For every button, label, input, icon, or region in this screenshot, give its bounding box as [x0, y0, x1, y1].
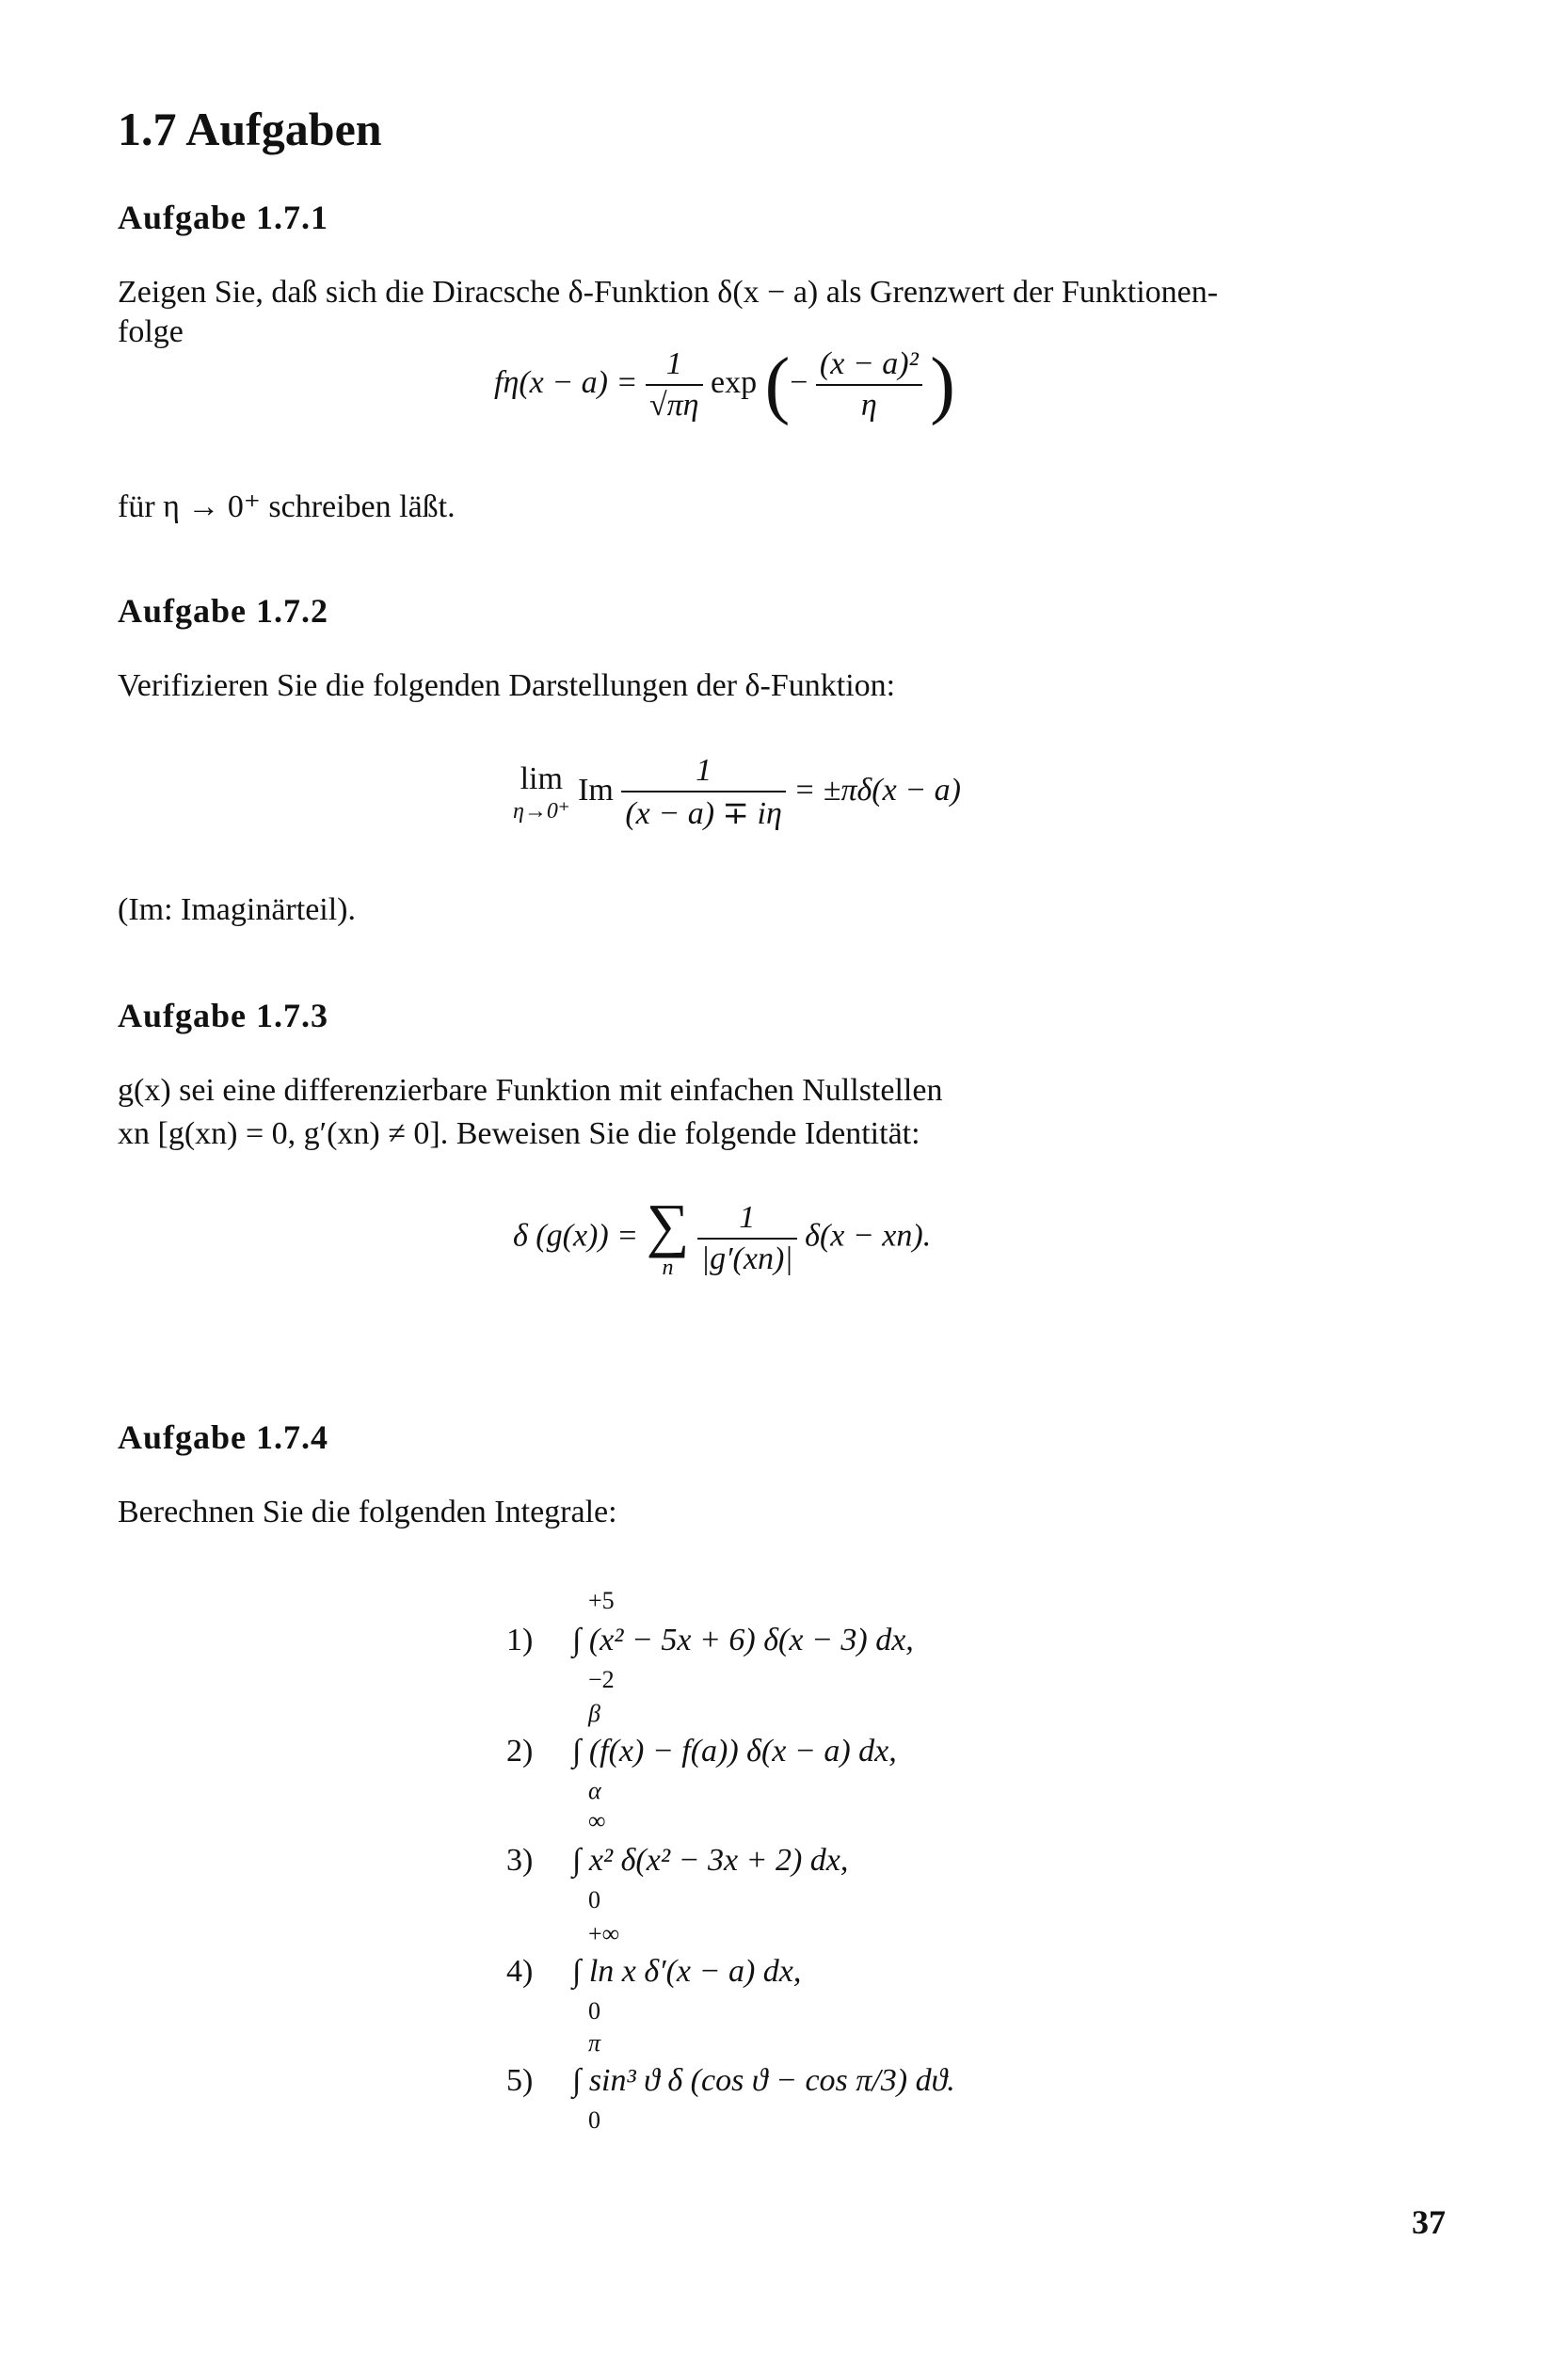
a3-frac-num: 1 [697, 1200, 797, 1240]
integral-1-lower: −2 [588, 1666, 615, 1693]
integral-2-upper: β [588, 1700, 600, 1727]
integral-4 [506, 1954, 801, 1990]
a2-formula [513, 753, 961, 832]
integral-5 [506, 2063, 955, 2099]
a1-exp: exp [711, 364, 758, 400]
a3-frac-den: |g′(xn)| [700, 1241, 793, 1276]
integral-4-lower: 0 [588, 1997, 600, 2025]
a2-text: Verifizieren Sie die folgenden Darstellungen der δ-Funktion: [118, 668, 896, 703]
integral-2-expr: ∫ (f(x) − f(a)) δ(x − a) dx, [572, 1734, 897, 1769]
integral-1-number: 1) [506, 1623, 534, 1657]
section-title: 1.7 Aufgaben [118, 103, 382, 155]
a2-frac-num: 1 [621, 753, 785, 792]
integral-5-upper: π [588, 2029, 601, 2057]
a1-frac-num: 1 [646, 346, 703, 386]
a2-note: (Im: Imaginärteil). [118, 892, 357, 927]
a3-formula [513, 1192, 932, 1281]
a1-text-after: für η → 0⁺ schreiben läßt. [118, 489, 456, 524]
integral-2-lower: α [588, 1777, 601, 1804]
integral-4-upper: +∞ [588, 1920, 620, 1947]
a1-text-line2: folge [118, 314, 184, 349]
heading-aufgabe-1-7-4: Aufgabe 1.7.4 [118, 1418, 329, 1456]
a3-rhs: δ(x − xn). [805, 1218, 932, 1254]
a1-inner-den: η [860, 388, 877, 423]
integral-4-number: 4) [506, 1954, 534, 1989]
a1-frac-den: √πη [648, 388, 699, 423]
a2-frac-den: (x − a) ∓ iη [625, 796, 782, 831]
integral-1-upper: +5 [588, 1587, 615, 1614]
a3-sum-sub: n [662, 1256, 674, 1280]
a3-text-line2: xn [g(xn) = 0, g′(xn) ≠ 0]. Beweisen Sie die folgende Identität: [118, 1116, 920, 1151]
a1-formula: fη(x − a) = $\frac{1}{√\pi\eta}$ exp (− $\frac{\text{(x − a)²}}{\eta}$ ) [494, 344, 955, 426]
a4-text: Berechnen Sie die folgenden Integrale: [118, 1495, 617, 1529]
page-number: 37 [1412, 2203, 1446, 2241]
a3-lhs: δ (g(x)) = [513, 1218, 639, 1254]
integral-2-number: 2) [506, 1734, 534, 1769]
a1-inner-num: (x − a)² [816, 346, 922, 386]
a1-formula-lhs: fη(x − a) = [494, 364, 638, 400]
integral-5-expr: ∫ sin³ ϑ δ (cos ϑ − cos π/3) dϑ. [572, 2063, 955, 2098]
a3-sum: ∑ [646, 1192, 690, 1258]
integral-3 [506, 1843, 848, 1879]
heading-aufgabe-1-7-2: Aufgabe 1.7.2 [118, 592, 329, 630]
integral-3-lower: 0 [588, 1886, 600, 1913]
a2-rhs: = ±πδ(x − a) [793, 772, 961, 808]
integral-2 [506, 1734, 897, 1769]
a2-im: Im [578, 772, 614, 808]
integral-3-number: 3) [506, 1843, 534, 1878]
a3-text-line1: g(x) sei eine differenzierbare Funktion mit einfachen Nullstellen [118, 1073, 943, 1108]
integral-5-number: 5) [506, 2063, 534, 2098]
a1-text-line1: Zeigen Sie, daß sich die Diracsche δ-Funktion δ(x − a) als Grenzwert der Funktionen- [118, 275, 1219, 310]
integral-5-lower: 0 [588, 2106, 600, 2134]
heading-aufgabe-1-7-3: Aufgabe 1.7.3 [118, 997, 329, 1034]
a2-lim-sub: η→0⁺ [513, 798, 570, 824]
integral-1 [506, 1623, 914, 1658]
integral-1-expr: ∫ (x² − 5x + 6) δ(x − 3) dx, [572, 1623, 914, 1657]
integral-3-expr: ∫ x² δ(x² − 3x + 2) dx, [572, 1843, 849, 1878]
heading-aufgabe-1-7-1: Aufgabe 1.7.1 [118, 199, 329, 236]
integral-4-expr: ∫ ln x δ′(x − a) dx, [572, 1954, 802, 1989]
integral-3-upper: ∞ [588, 1807, 606, 1834]
a2-lim: lim [520, 760, 563, 796]
